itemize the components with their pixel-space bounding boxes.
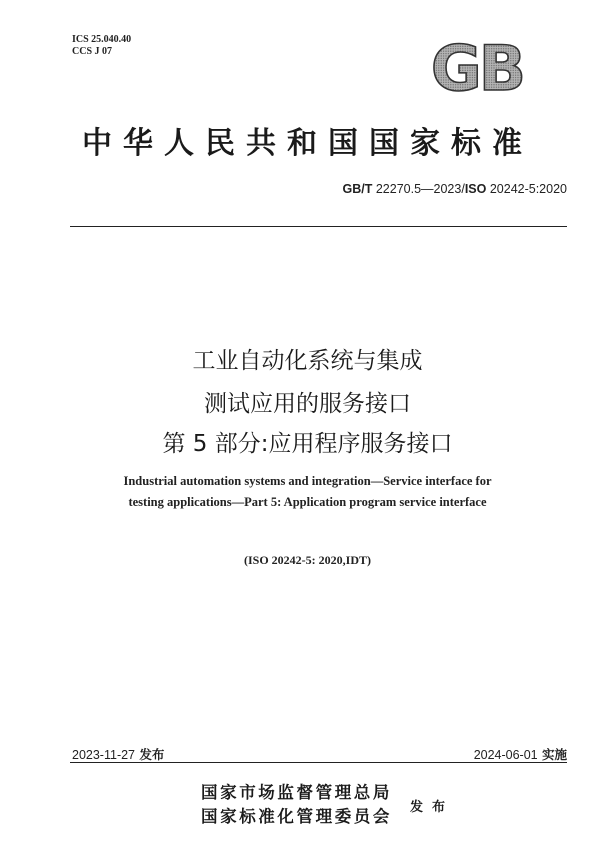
std-code: GB/T	[342, 182, 373, 196]
national-standard-title: 中华人民共和国国家标准	[82, 126, 533, 161]
standard-number	[343, 182, 568, 196]
issuer-line1: 国家市场监督管理总局	[201, 783, 392, 802]
title-cn-line2: 测试应用的服务接口	[204, 391, 411, 417]
gb-logo-text: GB	[430, 38, 524, 96]
header-divider	[70, 226, 567, 227]
title-en-line1: Industrial automation systems and integration—Service interface for	[123, 474, 492, 488]
ics-code: ICS 25.040.40	[72, 34, 132, 45]
title-cn-line3: 第 5 部分:应用程序服务接口	[162, 431, 453, 457]
iso-equivalence: (ISO 20242-5: 2020,IDT)	[243, 553, 371, 567]
iso-number-value: 20242-5:2020	[486, 182, 567, 196]
title-en-line2: testing applications—Part 5: Application program service interface	[128, 495, 487, 509]
title-cn-line1: 工业自动化系统与集成	[192, 348, 423, 374]
publish-date-value: 2023-11-27	[72, 748, 136, 762]
issuer-line2: 国家标准化管理委员会	[201, 807, 392, 826]
std-number-value: 22270.5—2023/	[372, 182, 465, 196]
footer-divider	[70, 762, 567, 763]
gb-logo	[416, 38, 538, 96]
iso-code: ISO	[464, 182, 487, 196]
implement-date-label: 实施	[537, 747, 567, 762]
issue-label: 发布	[410, 800, 455, 815]
implement-date	[474, 745, 567, 763]
ccs-code: CCS J 07	[72, 46, 113, 57]
publish-date-label: 发布	[135, 747, 165, 762]
publish-date	[72, 745, 164, 763]
implement-date-value: 2024-06-01	[473, 748, 538, 762]
